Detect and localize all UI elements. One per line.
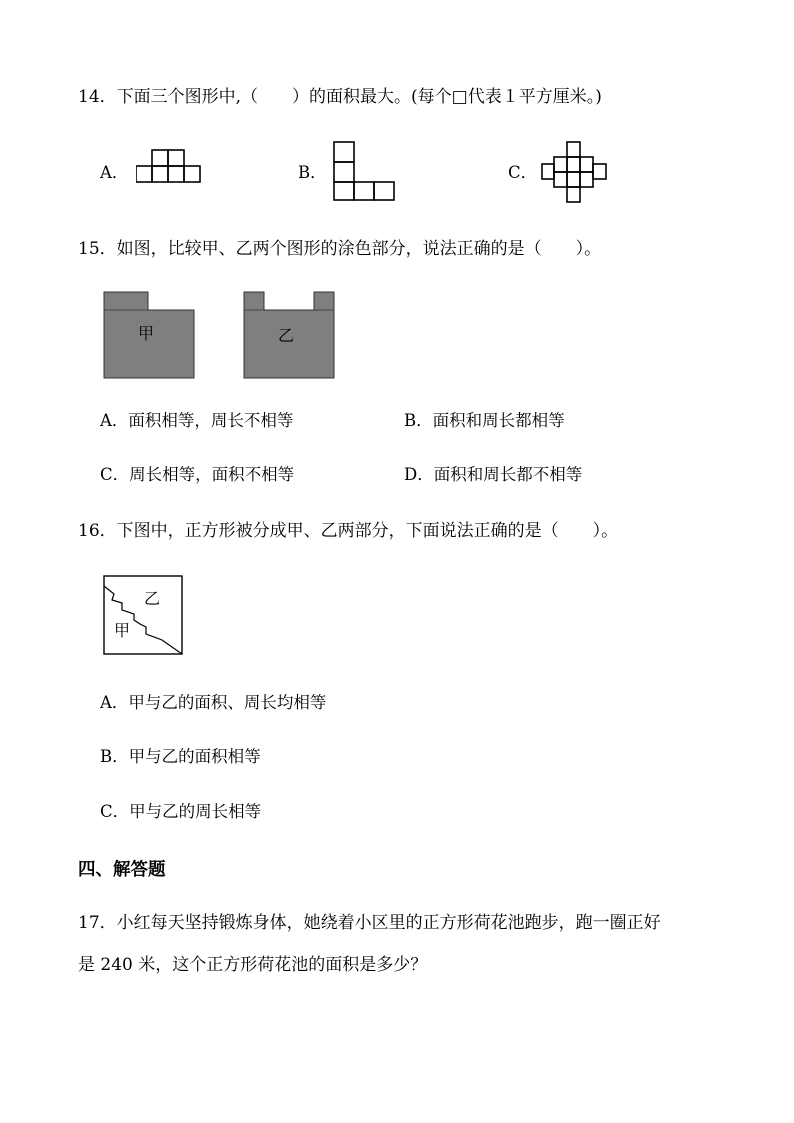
q16-option-c: C．甲与乙的周长相等 xyxy=(100,802,262,821)
q15-stem: 15．如图，比较甲、乙两个图形的涂色部分，说法正确的是（ ）。 xyxy=(78,239,602,259)
q15-option-d: D．面积和周长都不相等 xyxy=(404,465,583,484)
q15-option-c: C．周长相等，面积不相等 xyxy=(100,465,295,484)
q15-figure-jia xyxy=(102,290,196,380)
q16-option-a: A．甲与乙的面积、周长均相等 xyxy=(100,693,327,712)
q17-line-2: 是 240 米，这个正方形荷花池的面积是多少？ xyxy=(78,955,428,975)
q14-stem: 14．下面三个图形中,（ ）的面积最大。(每个□代表１平方厘米。) xyxy=(78,87,602,107)
q14-option-b-label: B． xyxy=(298,163,327,182)
q14-figure-b xyxy=(332,140,396,204)
q15-label-jia: 甲 xyxy=(138,324,155,343)
q16-option-b: B．甲与乙的面积相等 xyxy=(100,747,261,766)
q16-label-jia: 甲 xyxy=(114,621,131,640)
section-heading: 四、解答题 xyxy=(78,860,166,880)
q15-label-yi: 乙 xyxy=(278,326,295,345)
q16-figure-square xyxy=(102,574,184,656)
q14-figure-c xyxy=(541,140,609,204)
q16-label-yi: 乙 xyxy=(144,589,161,608)
q14-option-a-label: A． xyxy=(100,163,129,182)
q15-option-b: B．面积和周长都相等 xyxy=(404,411,565,430)
q14-option-c-label: C． xyxy=(508,163,538,182)
q16-stem: 16．下图中，正方形被分成甲、乙两部分，下面说法正确的是（ ）。 xyxy=(78,521,619,541)
q15-option-a: A．面积相等，周长不相等 xyxy=(100,411,294,430)
q17-line-1: 17．小红每天坚持锻炼身体，她绕着小区里的正方形荷花池跑步，跑一圈正好 xyxy=(78,913,661,933)
q15-figure-yi xyxy=(242,290,336,380)
q14-figure-a xyxy=(136,148,202,184)
